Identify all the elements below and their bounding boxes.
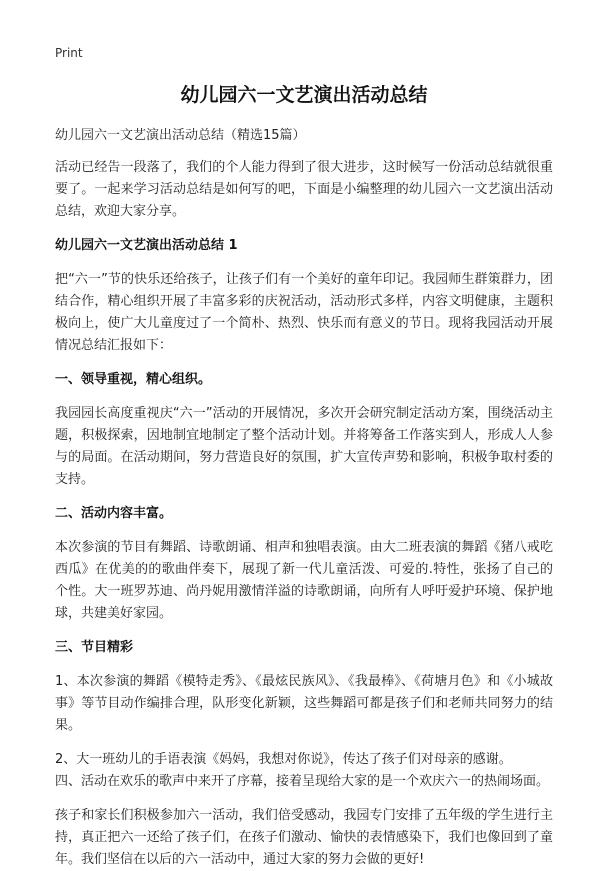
- intro-paragraph: 活动已经告一段落了，我们的个人能力得到了很大进步，这时候写一份活动总结就很重要了。一起来学习活动总结是如何写的吧，下面是小编整理的幼儿园六一文艺演出活动总结，欢迎大家分享。: [55, 160, 553, 219]
- paragraph-3: 本次参演的节目有舞蹈、诗歌朗诵、相声和独唱表演。由大二班表演的舞蹈《猪八戒吃西瓜》在优美的的歌曲伴奏下，展现了新一代儿童活泼、可爱的.特性，张扬了自己的个性。大一班罗苏迪、尚丹妮用激情洋溢的诗歌朗诵，向所有人呼吁爱护环境、保护地球，共建美好家园。: [55, 540, 553, 621]
- paragraph-4: 1、本次参演的舞蹈《模特走秀》、《最炫民族风》、《我最棒》、《荷塘月色》和《小城故事》等节目动作编排合理，队形变化新颖，这些舞蹈可都是孩子们和老师共同努力的结果。: [55, 674, 553, 733]
- paragraph-2: 我园园长高度重视庆“六一”活动的开展情况，多次开会研究制定活动方案，围绕活动主题，积极探索，因地制宜地制定了整个活动计划。并将筹备工作落实到人，形成人人参与的局面。在活动期间，努力营造良好的氛围，扩大宣传声势和影响，积极争取村委的支持。: [55, 406, 553, 487]
- paragraph-1: 把“六一”节的快乐还给孩子，让孩子们有一个美好的童年印记。我园师生群策群力，团结合作，精心组织开展了丰富多彩的庆祝活动，活动形式多样，内容文明健康，主题积极向上，使广大儿童度过了一个简朴、热烈、快乐而有意义的节日。现将我园活动开展情况总结汇报如下：: [55, 272, 553, 353]
- heading-2: 二、活动内容丰富。: [55, 506, 173, 521]
- heading-1: 一、领导重视，精心组织。: [55, 372, 212, 387]
- subtitle: 幼儿园六一文艺演出活动总结（精选15篇）: [55, 128, 306, 143]
- paragraph-6: 四、活动在欢乐的歌声中来开了序幕，接着呈现给大家的是一个欢庆六一的热闹场面。: [55, 774, 550, 789]
- section-title: 幼儿园六一文艺演出活动总结 1: [55, 238, 238, 253]
- page-title: 幼儿园六一文艺演出活动总结: [180, 84, 428, 106]
- print-link[interactable]: Print: [55, 46, 83, 60]
- heading-3: 三、节目精彩: [55, 640, 134, 655]
- paragraph-5: 2、大一班幼儿的手语表演《妈妈，我想对你说》，传达了孩子们对母亲的感谢。: [55, 752, 512, 767]
- paragraph-7: 孩子和家长们积极参加六一活动，我们倍受感动，我园专门安排了五年级的学生进行主持，真正把六一还给了孩子们，在孩子们激动、愉快的表情感染下，我们也像回到了童年。我们坚信在以后的六一活动中，通过大家的努力会做的更好!: [55, 808, 553, 867]
